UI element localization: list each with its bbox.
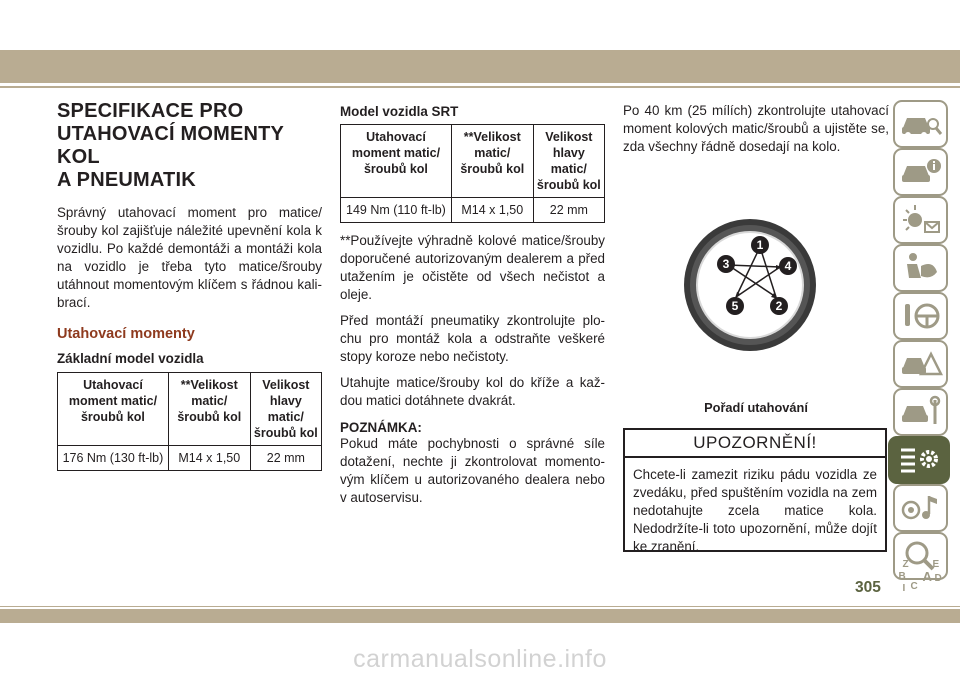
warning-light-icon [899, 202, 943, 238]
table-cell: M14 x 1,50 [451, 198, 533, 223]
wheel-caption: Pořadí utahování [704, 400, 808, 415]
tab-starting-driving[interactable] [893, 292, 948, 340]
index-letter: E [932, 559, 940, 570]
tab-dashboard-info[interactable] [893, 148, 948, 196]
intro-paragraph: Správný utahovací moment pro matice/šrouby kol zajišťuje náležité upevnění kola k vozidlu. Po každé demontáži a montáži kola na vozidlo je třeba tyto matice/šrouby utáhnout momentovým klíčem s řádnou kali-brací. [57, 205, 322, 310]
table-header: Utahovací moment matic/ šroubů kol [58, 373, 169, 446]
warning-text: Chcete-li zamezit riziku pádu vozidla ze zvedáku, před spuštěním vozidla na zem nedotahujte zcela matice kola. Nedodržíte-li toto upozornění, může dojít ke zranění. [633, 467, 877, 554]
warning-box [623, 428, 887, 552]
footer-rule [0, 606, 960, 607]
table-cell: 22 mm [533, 198, 604, 223]
hazard-triangle-icon [899, 346, 943, 382]
steering-wheel-icon [899, 298, 943, 334]
warning-title: UPOZORNĚNÍ! [625, 430, 885, 458]
lug-nut-1: 1 [751, 236, 769, 254]
page-title [57, 100, 322, 192]
title-line-3: A PNEUMATIK [57, 169, 196, 191]
table-cell: 149 Nm (110 ft-lb) [341, 198, 452, 223]
header-band [0, 50, 960, 83]
index-letter: A [922, 569, 932, 584]
table-header: Velikost hlavy matic/ šroubů kol [250, 373, 321, 446]
list-gear-icon [897, 442, 941, 478]
index-letter: C [910, 581, 918, 592]
after-40km-paragraph: Po 40 km (25 mílích) zkontrolujte utahovací moment kolových matic/šroubů a ujistěte se, zda všechny řádně dosedají na kolo. [623, 103, 889, 154]
footnote-paragraph: **Používejte výhradně kolové matice/šrouby doporučené autorizovaným dealerem a před utažením je očistěte od všech nečistot a oleje. [340, 233, 605, 302]
footer-band [0, 609, 960, 623]
music-note-icon [899, 490, 943, 526]
section-heading: Utahovací momenty [57, 326, 195, 342]
airbag-icon [899, 250, 943, 286]
tab-vehicle-info[interactable] [893, 100, 948, 148]
tab-emergency[interactable] [893, 340, 948, 388]
tab-specifications[interactable] [888, 436, 950, 484]
title-line-1: SPECIFIKACE PRO [57, 100, 244, 122]
tab-multimedia[interactable] [893, 484, 948, 532]
index-letter: I [902, 583, 906, 594]
lug-nut-5: 5 [726, 297, 744, 315]
note-text: Pokud máte pochybnosti o správné síle dotažení, nechte ji zkontrolovat momento-vým klíčem u autorizovaného dealera nebo v autoservisu. [340, 436, 605, 505]
tab-index[interactable] [893, 556, 948, 598]
base-model-caption: Základní model vozidla [57, 351, 204, 366]
index-letter: D [934, 573, 942, 584]
wheel-diagram [680, 215, 820, 355]
index-letter: B [898, 571, 906, 582]
column-left [57, 100, 322, 471]
lug-nut-4: 4 [779, 257, 797, 275]
srt-model-table [340, 124, 605, 223]
tighten-paragraph: Utahujte matice/šrouby kol do kříže a kaž-dou matici dotáhnete dvakrát. [340, 375, 605, 408]
table-cell: 22 mm [250, 446, 321, 471]
index-letters-icon [899, 559, 943, 595]
tab-warning-lights[interactable] [893, 196, 948, 244]
column-right [623, 102, 889, 156]
lug-nut-2: 2 [770, 297, 788, 315]
index-letter: Z [902, 559, 909, 570]
tab-safety[interactable] [893, 244, 948, 292]
page-number: 305 [855, 579, 881, 596]
before-mount-paragraph: Před montáží pneumatiky zkontrolujte plo-chu pro montáž kola a odstraňte veškeré stopy koroze nebo nečistoty. [340, 313, 605, 364]
car-magnifier-icon [899, 106, 943, 142]
lug-nut-3: 3 [717, 255, 735, 273]
car-wrench-icon [899, 394, 943, 430]
base-model-table [57, 372, 322, 471]
table-header: **Velikost matic/ šroubů kol [451, 125, 533, 198]
title-line-2: UTAHOVACÍ MOMENTY KOL [57, 123, 284, 168]
note-heading: POZNÁMKA: [340, 420, 422, 435]
table-cell: 176 Nm (130 ft-lb) [58, 446, 169, 471]
table-header: Velikost hlavy matic/ šroubů kol [533, 125, 604, 198]
table-header: Utahovací moment matic/ šroubů kol [341, 125, 452, 198]
car-info-icon [899, 154, 943, 190]
table-cell: M14 x 1,50 [168, 446, 250, 471]
table-header: **Velikost matic/ šroubů kol [168, 373, 250, 446]
tab-servicing[interactable] [893, 388, 948, 436]
srt-model-caption: Model vozidla SRT [340, 104, 459, 119]
watermark: carmanualsonline.info [353, 645, 607, 673]
header-rule [0, 86, 960, 88]
column-middle [340, 104, 605, 507]
